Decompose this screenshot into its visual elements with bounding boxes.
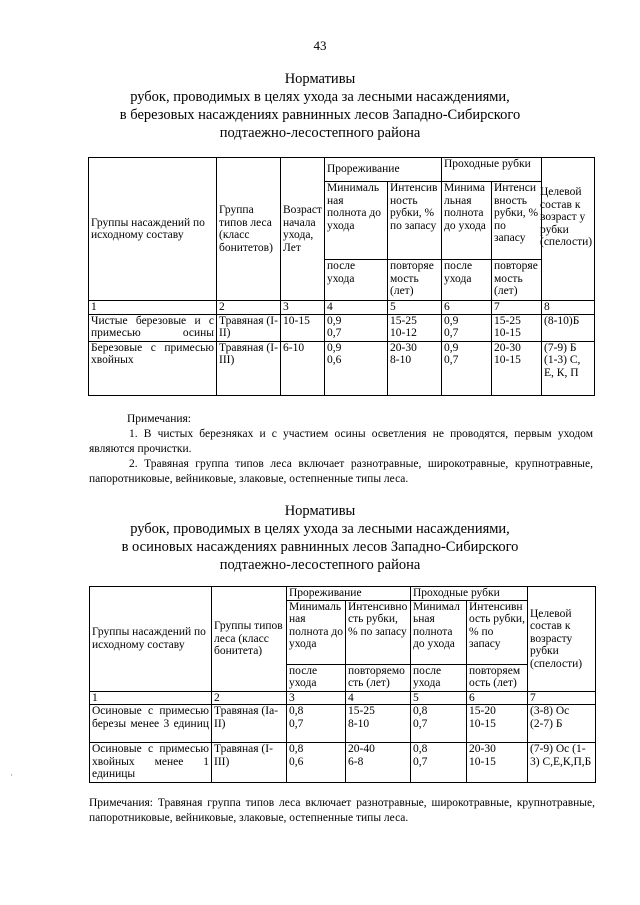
row-pass-density: 0,9 0,7 <box>442 314 492 341</box>
table-row <box>89 314 595 341</box>
column-number: 2 <box>217 301 281 315</box>
row-forest-type: Травяная (I-II) <box>217 314 281 341</box>
column-number: 3 <box>287 691 346 705</box>
column-number: 2 <box>212 691 287 705</box>
header-intensity: Интенсивность рубки, % по запасу <box>492 182 542 260</box>
title-line: рубок, проводимых в целях ухода за лесными насаждениями, <box>130 89 510 105</box>
row-pass-intensity: 20-30 10-15 <box>467 743 528 783</box>
row-pass-density: 0,8 0,7 <box>411 705 467 743</box>
row-pass-intensity: 15-25 10-15 <box>492 314 542 341</box>
header-start-age: Возраст начала ухода, Лет <box>281 158 325 301</box>
column-number: 4 <box>346 691 411 705</box>
row-forest-type: Травяная (I-III) <box>217 341 281 395</box>
header-target: Целевой состав к возраст у рубки (спелости) <box>540 186 593 248</box>
table1-notes <box>89 412 593 487</box>
row-age: 10-15 <box>281 314 325 341</box>
note-item: 1. В чистых березняках и с участием осины осветления не проводятся, первым уходом являются прочистки. <box>89 428 593 455</box>
header-min-density: Минимальная полнота до ухода <box>411 600 467 664</box>
header-groups: Группы насаждений по исходному составу <box>89 158 217 301</box>
header-after: после ухода <box>325 260 388 301</box>
header-intensity: Интенсивность рубки, % по запасу <box>388 182 442 260</box>
row-group: Березовые с примесью хвойных <box>89 341 217 395</box>
row-pass-intensity: 15-20 10-15 <box>467 705 528 743</box>
column-number: 5 <box>411 691 467 705</box>
scan-mark: · <box>10 770 13 780</box>
row-age: 6-10 <box>281 341 325 395</box>
title-line: в осиновых насаждениях равнинных лесов Западно-Сибирского <box>121 539 519 555</box>
page-number: 43 <box>313 38 327 53</box>
row-target: (7-9) Ос (1-3) С,Е,К,П,Б <box>528 743 596 783</box>
row-thin-density: 0,8 0,6 <box>287 743 346 783</box>
note-item: 2. Травяная группа типов леса включает разнотравные, широкотравные, крупнотравные, папоротниковые, вейниковые, злаковые, остепненные типы леса. <box>89 458 593 485</box>
table2-notes: Примечания: Травяная группа типов леса включает разнотравные, широкотравные, крупнотравные, папоротниковые, вейниковые, злаковые, остепненные типы леса. <box>89 797 595 824</box>
column-number: 1 <box>89 301 217 315</box>
column-number: 3 <box>281 301 325 315</box>
column-number: 6 <box>442 301 492 315</box>
table-row <box>89 341 595 395</box>
header-repeat: повторяемость (лет) <box>346 664 411 691</box>
table-row <box>90 705 596 743</box>
header-repeat: повторяемость (лет) <box>388 260 442 301</box>
title-line: подтаежно-лесостепного района <box>219 557 421 573</box>
row-forest-type: Травяная (I-III) <box>212 743 287 783</box>
row-thin-intensity: 20-30 8-10 <box>388 341 442 395</box>
row-group: Осиновые с примесью березы менее 3 единиц <box>90 705 212 743</box>
title-line: в березовых насаждениях равнинных лесов Западно-Сибирского <box>119 107 521 123</box>
table2-title <box>0 502 640 574</box>
column-number: 8 <box>542 301 595 315</box>
header-after: после ухода <box>411 664 467 691</box>
column-number: 1 <box>90 691 212 705</box>
title-line: рубок, проводимых в целях ухода за лесными насаждениями, <box>130 521 510 537</box>
column-number: 6 <box>467 691 528 705</box>
column-number: 7 <box>492 301 542 315</box>
header-intensity: Интенсивность рубки, % по запасу <box>346 600 411 664</box>
row-thin-density: 0,9 0,7 <box>325 314 388 341</box>
row-thin-intensity: 15-25 8-10 <box>346 705 411 743</box>
row-target: (3-8) Ос (2-7) Б <box>528 705 596 743</box>
header-after: после ухода <box>442 260 492 301</box>
header-min-density: Минимальная полнота до ухода <box>287 600 346 664</box>
header-passage-cuts: Проходные рубки <box>411 587 528 601</box>
header-passage-cuts: Проходные рубки <box>442 158 542 182</box>
notes-title: Примечания: <box>127 413 191 425</box>
header-after: после ухода <box>287 664 346 691</box>
row-group: Чистые березовые и с примесью осины <box>89 314 217 341</box>
table-row <box>90 743 596 783</box>
column-number: 7 <box>528 691 596 705</box>
column-number: 5 <box>388 301 442 315</box>
row-group: Осиновые с примесью хвойных менее 1 единицы <box>90 743 212 783</box>
birch-norms-table <box>88 157 595 396</box>
aspen-norms-table <box>89 586 596 783</box>
column-numbers-row <box>90 691 596 705</box>
row-thin-density: 0,8 0,7 <box>287 705 346 743</box>
row-thin-intensity: 15-25 10-12 <box>388 314 442 341</box>
row-target: (8-10)Б <box>542 314 595 341</box>
header-min-density: Минимальная полнота до ухода <box>442 182 492 260</box>
header-thinning: Прореживание <box>325 158 442 182</box>
row-pass-intensity: 20-30 10-15 <box>492 341 542 395</box>
header-repeat: повторяемость (лет) <box>467 664 528 691</box>
row-forest-type: Травяная (Ia-II) <box>212 705 287 743</box>
row-pass-density: 0,9 0,7 <box>442 341 492 395</box>
table1-title <box>0 70 640 142</box>
header-intensity: Интенсивность рубки, % по запасу <box>467 600 528 664</box>
column-number: 4 <box>325 301 388 315</box>
header-forest-type: Группа типов леса (класс бонитетов) <box>217 158 281 301</box>
header-target: Целевой состав к возрасту рубки (спелости) <box>528 587 596 692</box>
header-forest-type: Группы типов леса (класс бонитета) <box>212 587 287 692</box>
header-groups: Группы насаждений по исходному составу <box>90 587 212 692</box>
row-thin-density: 0,9 0,6 <box>325 341 388 395</box>
header-thinning: Прореживание <box>287 587 411 601</box>
row-thin-intensity: 20-40 6-8 <box>346 743 411 783</box>
title-line: подтаежно-лесостепного района <box>219 125 421 141</box>
row-target: (7-9) Б (1-3) С, Е, К, П <box>542 341 595 395</box>
title-line: Нормативы <box>284 503 356 519</box>
row-pass-density: 0,8 0,7 <box>411 743 467 783</box>
column-numbers-row <box>89 301 595 315</box>
header-min-density: Минимальная полнота до ухода <box>325 182 388 260</box>
title-line: Нормативы <box>284 71 356 87</box>
header-repeat: повторяемость (лет) <box>492 260 542 301</box>
